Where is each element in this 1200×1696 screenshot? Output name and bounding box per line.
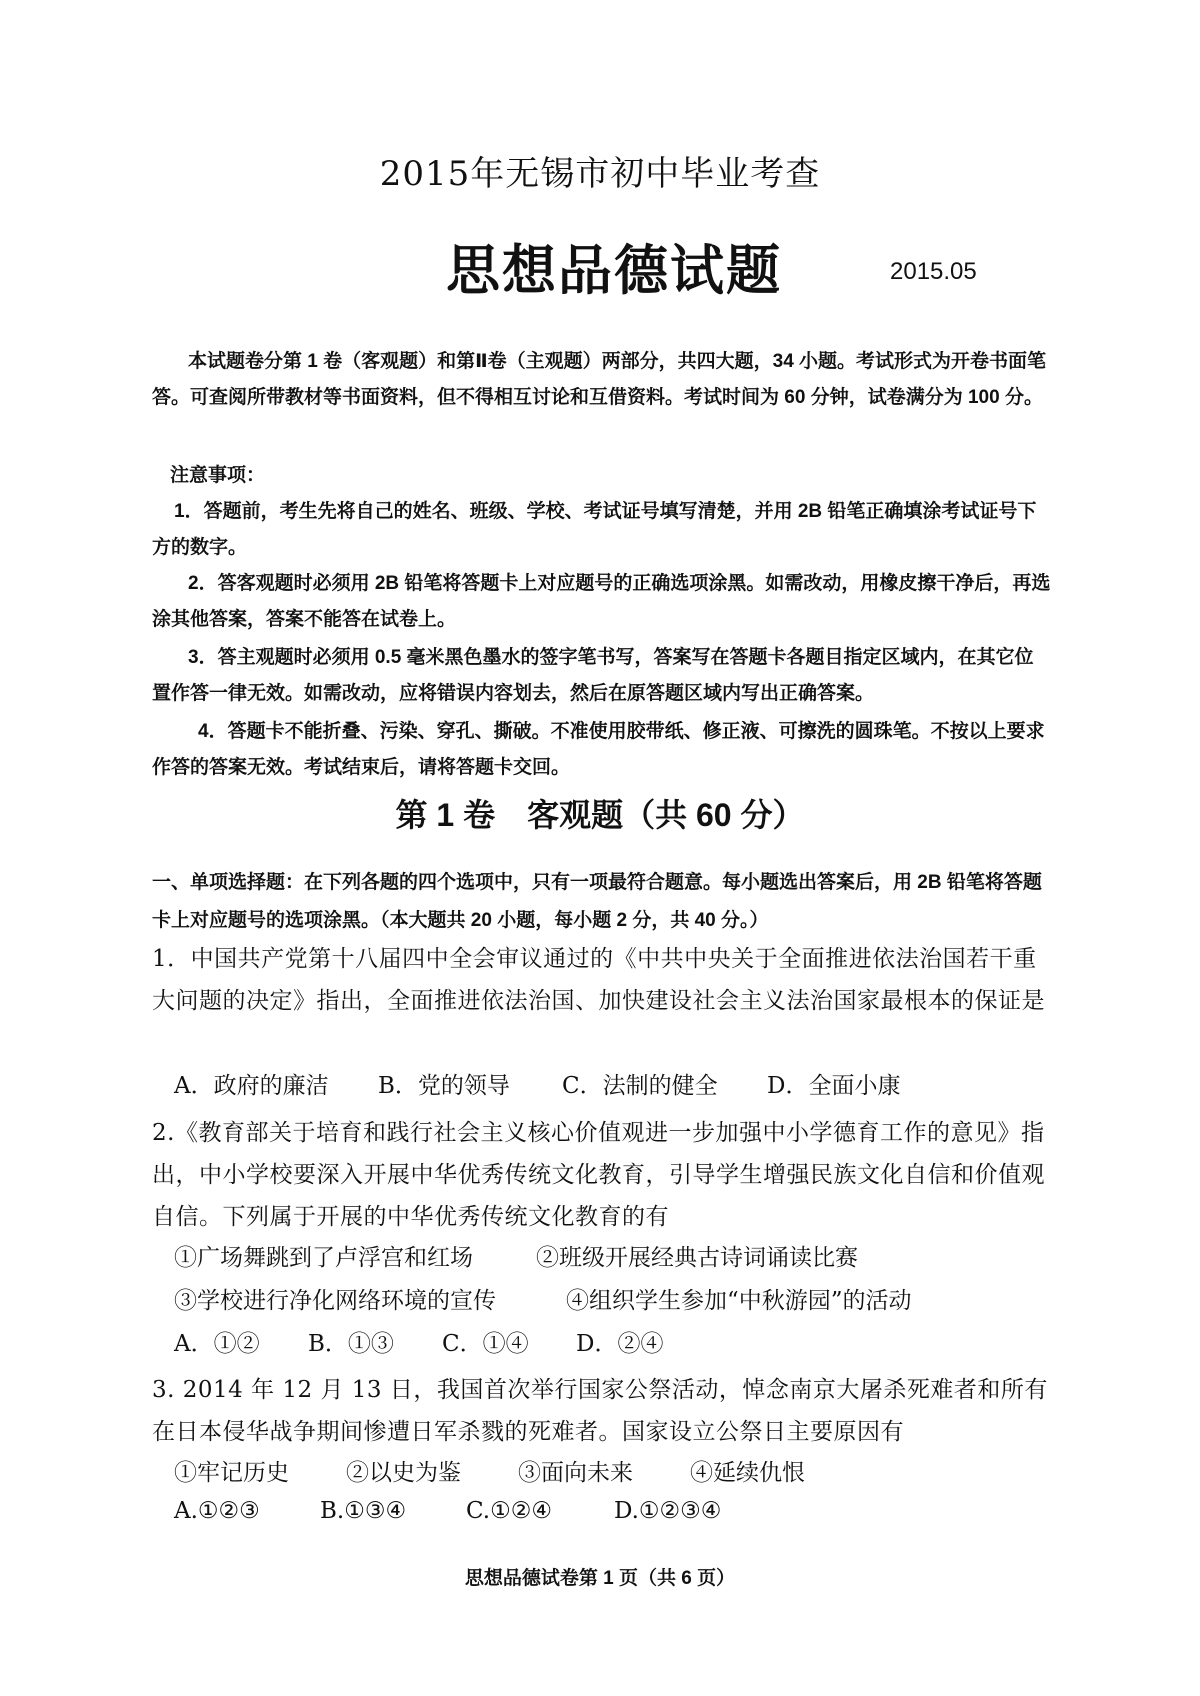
- statement-item: ③面向未来: [518, 1460, 633, 1486]
- answer-option: D.①②③④: [614, 1498, 722, 1524]
- answer-option: A．政府的廉洁: [174, 1073, 329, 1099]
- statement-item: ④延续仇恨: [690, 1460, 805, 1486]
- subject-title: 思想品德试题: [446, 238, 782, 302]
- question-stem: 1．中国共产党第十八届四中全会审议通过的《中共中央关于全面推进依法治国若干重大问题的决定》指出，全面推进依法治国、加快建设社会主义法治国家最根本的保证是: [152, 946, 1045, 1014]
- answer-option: B．党的领导: [378, 1073, 510, 1099]
- page-footer: 思想品德试卷第 1 页（共 6 页）: [464, 1568, 736, 1589]
- answer-option: C．①④: [442, 1331, 529, 1357]
- intro-paragraph: 本试题卷分第 1 卷（客观题）和第Ⅱ卷（主观题）两部分，共四大题，34 小题。考试形式为开卷书面笔答。可查阅所带教材等书面资料，但不得相互讨论和互借资料。考试时间为 60 分钟，试卷满分为 100 分。: [152, 351, 1047, 408]
- statement-item: ①牢记历史: [174, 1460, 289, 1486]
- exam-title: 2015年无锡市初中毕业考查: [379, 154, 821, 194]
- answer-option: A.①②③: [174, 1498, 260, 1524]
- notice-item: 2．答客观题时必须用 2B 铅笔将答题卡上对应题号的正确选项涂黑。如需改动，用橡皮擦干净后，再选涂其他答案，答案不能答在试卷上。: [152, 573, 1051, 630]
- answer-option: A．①②: [174, 1331, 260, 1357]
- question-stem: 3. 2014 年 12 月 13 日，我国首次举行国家公祭活动，悼念南京大屠杀死难者和所有在日本侵华战争期间惨遭日军杀戮的死难者。国家设立公祭日主要原因有: [152, 1377, 1048, 1445]
- exam-date: 2015.05: [890, 258, 977, 285]
- answer-option: C.①②④: [466, 1498, 552, 1524]
- section-title: 第 1 卷 客观题（共 60 分）: [395, 797, 805, 833]
- statement-item: ②班级开展经典古诗词诵读比赛: [536, 1245, 858, 1271]
- answer-option: C．法制的健全: [562, 1073, 718, 1099]
- statement-item: ①广场舞跳到了卢浮宫和红场: [174, 1245, 473, 1271]
- notice-item: 3．答主观题时必须用 0.5 毫米黑色墨水的签字笔书写，答案写在答题卡各题目指定区域内，在其它位置作答一律无效。如需改动，应将错误内容划去，然后在原答题区域内写出正确答案。: [152, 647, 1034, 704]
- statement-item: ②以史为鉴: [346, 1460, 461, 1486]
- notice-heading: 注意事项：: [170, 465, 266, 486]
- notice-item: 4．答题卡不能折叠、污染、穿孔、撕破。不准使用胶带纸、修正液、可擦洗的圆珠笔。不按以上要求作答的答案无效。考试结束后，请将答题卡交回。: [152, 721, 1045, 778]
- answer-option: D．②④: [576, 1331, 664, 1357]
- part-instructions: 一、单项选择题：在下列各题的四个选项中，只有一项最符合题意。每小题选出答案后，用 2B 铅笔将答题卡上对应题号的选项涂黑。（本大题共 20 小题，每小题 2 分，共 40 分。）: [152, 872, 1042, 931]
- statement-item: ③学校进行净化网络环境的宣传: [174, 1288, 496, 1314]
- answer-option: B．①③: [308, 1331, 394, 1357]
- answer-option: D．全面小康: [767, 1073, 901, 1099]
- statement-item: ④组织学生参加“中秋游园”的活动: [566, 1288, 912, 1314]
- answer-option: B.①③④: [320, 1498, 407, 1524]
- notice-item: 1．答题前，考生先将自己的姓名、班级、学校、考试证号填写清楚，并用 2B 铅笔正确填涂考试证号下方的数字。: [152, 501, 1037, 558]
- question-stem: 2.《教育部关于培育和践行社会主义核心价值观进一步加强中小学德育工作的意见》指出，中小学校要深入开展中华优秀传统文化教育，引导学生增强民族文化自信和价值观自信。下列属于开展的中华优秀传统文化教育的有: [152, 1120, 1045, 1230]
